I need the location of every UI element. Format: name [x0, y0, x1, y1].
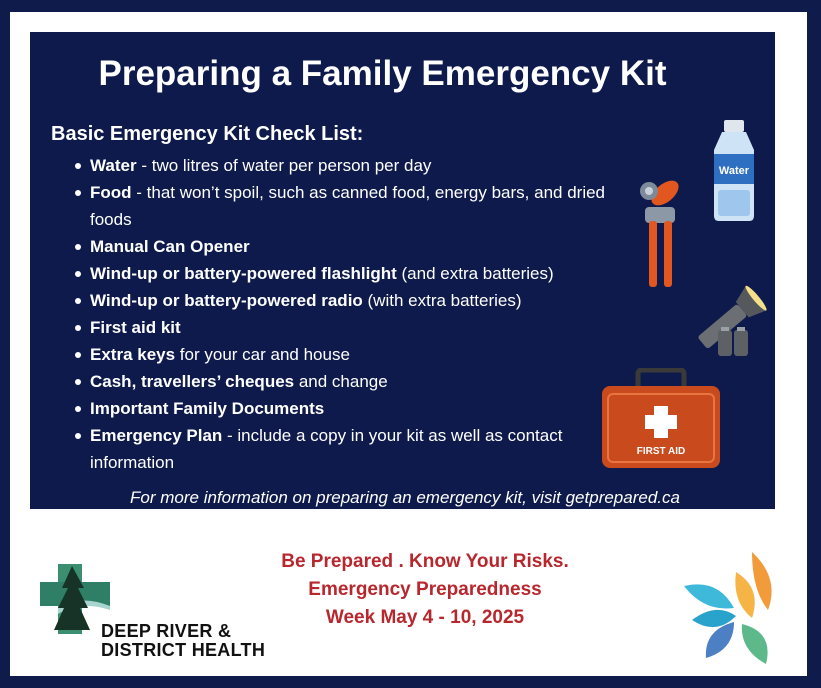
list-item: Water - two litres of water per person per day [73, 152, 633, 179]
flashlight-icon [690, 280, 770, 360]
list-item: Emergency Plan - include a copy in your kit as well as contact information [73, 422, 570, 476]
can-opener-icon [635, 177, 683, 289]
org-name: DEEP RIVER & DISTRICT HEALTH [101, 621, 266, 660]
svg-text:Water: Water [718, 165, 750, 177]
checklist [73, 152, 633, 476]
checklist-heading: Basic Emergency Kit Check List: [51, 123, 364, 145]
footer-note: For more information on preparing an emergency kit, visit getprepared.ca [130, 488, 680, 507]
list-item: First aid kit [73, 314, 633, 341]
list-item: Cash, travellers’ cheques and change [73, 368, 633, 395]
info-panel [30, 32, 775, 509]
list-item: Important Family Documents [73, 395, 633, 422]
svg-text:FIRST AID: FIRST AID [636, 446, 686, 457]
first-aid-kit-icon [600, 368, 722, 470]
list-item: Food - that won’t spoil, such as canned food, energy bars, and dried foods [73, 179, 633, 233]
water-bottle-icon [710, 120, 758, 222]
list-item: Wind-up or battery-powered flashlight (and extra batteries) [73, 260, 633, 287]
tagline: Be Prepared . Know Your Risks. Emergency Preparedness Week May 4 - 10, 2025 [281, 551, 569, 628]
preparedness-petal-logo-icon [682, 550, 782, 668]
list-item: Manual Can Opener [73, 233, 633, 260]
list-item: Wind-up or battery-powered radio (with extra batteries) [73, 287, 633, 314]
list-item: Extra keys for your car and house [73, 341, 633, 368]
poster-title: Preparing a Family Emergency Kit [98, 54, 667, 93]
